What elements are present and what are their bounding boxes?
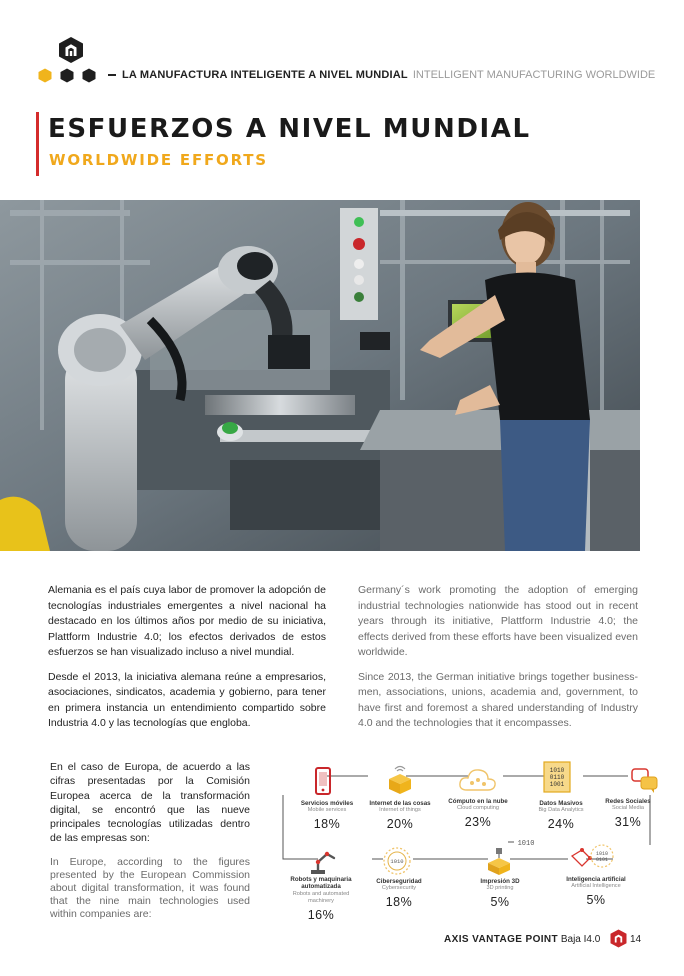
tech-label-en: Cloud computing bbox=[457, 805, 499, 812]
section-title-en: INTELLIGENT MANUFACTURING WORLDWIDE bbox=[412, 69, 656, 81]
paragraph-en-1: Germany´s work promoting the adoption of emerging industrial technologies nationwide has stood out in recent years through its initiative, Plattform Industrie 4.0; the effects derived from these efforts have been visualized even worldwide. bbox=[358, 584, 638, 658]
tech-percentage: 5% bbox=[490, 895, 510, 910]
tech-percentage: 16% bbox=[307, 907, 335, 922]
tech-label-en: Social Media bbox=[611, 805, 645, 812]
tech-label-en: Artificial Intelligence bbox=[571, 883, 621, 890]
binary-label-icon bbox=[508, 836, 538, 848]
body-column-en bbox=[358, 583, 638, 732]
svg-text:1010: 1010 bbox=[517, 840, 535, 848]
footer-publication: Baja I4.0 bbox=[560, 934, 601, 945]
section-dots bbox=[38, 68, 96, 83]
body-column-es bbox=[48, 583, 326, 732]
europe-intro bbox=[50, 760, 250, 921]
paragraph-es-1: Alemania es el país cuya labor de promover la adopción de tecnologías industriales emergentes a nivel nacional ha destacado en los últimos años por medio de su iniciativa, Plattform Industrie 4.0; los efectos derivados de estos esfuerzos se han visualizado incluso a nivel mundial. bbox=[48, 584, 326, 658]
tech-label-es: Internet de las cosas bbox=[369, 800, 431, 807]
page-footer bbox=[444, 934, 600, 945]
title-accent-bar bbox=[36, 112, 39, 176]
logo-hex-icon bbox=[58, 36, 84, 64]
tech-label-es: Servicios móviles bbox=[300, 800, 354, 807]
tech-percentage: 23% bbox=[464, 815, 492, 830]
tech-label-es: Datos Masivos bbox=[539, 800, 583, 807]
tech-cloud-computing bbox=[434, 798, 522, 829]
cloud-icon bbox=[458, 766, 498, 794]
factory-robot-scene bbox=[0, 200, 640, 551]
svg-text:1010: 1010 bbox=[390, 858, 404, 865]
tech-percentage: 20% bbox=[386, 817, 414, 832]
europe-text-en: In Europe, according to the figures presented by the European Commission about digital transformation, it was found that the nine main technologies used within companies are: bbox=[50, 855, 250, 920]
paragraph-en-2: Since 2013, the German initiative brings together business-men, associations, unions, academia and, government, to have first and foremost a shared understanding of Industry 4.0 and the technologies that it encompasses. bbox=[358, 670, 638, 729]
tech-cybersecurity bbox=[355, 878, 443, 909]
yellow-hex-icon bbox=[38, 68, 52, 83]
tech-label-es: Robots y maquinaria automatizada bbox=[290, 876, 352, 891]
paragraph-es-2: Desde el 2013, la iniciativa alemana reúne a empresarios, asociaciones, sindicatos, academia y gobierno, para tener en primera instancia un entendimiento compartido sobre Industria 4.0 y las tecnologías que engloba. bbox=[48, 670, 326, 729]
tech-social-media bbox=[586, 798, 670, 829]
tech-percentage: 31% bbox=[614, 815, 642, 830]
tech-artificial-intelligence bbox=[552, 876, 640, 907]
tech-3d-printing bbox=[456, 878, 544, 909]
iot-cube-icon bbox=[387, 763, 413, 795]
binary-data-icon bbox=[540, 760, 574, 794]
page-subtitle: WORLDWIDE EFFORTS bbox=[49, 151, 268, 169]
chat-bubbles-icon bbox=[630, 766, 660, 794]
hero-photo bbox=[0, 200, 640, 551]
tech-percentage: 18% bbox=[385, 895, 413, 910]
tech-internet-of-things bbox=[356, 800, 444, 831]
tech-label-es: Ciberseguridad bbox=[376, 878, 422, 885]
tech-robots-machinery bbox=[280, 876, 362, 922]
tech-label-en: Internet of things bbox=[379, 807, 421, 814]
page-title: ESFUERZOS A NIVEL MUNDIAL bbox=[48, 114, 531, 144]
footer-logo-icon bbox=[610, 929, 627, 948]
smartphone-icon bbox=[312, 766, 334, 796]
tech-label-es: Inteligencia artificial bbox=[566, 876, 626, 883]
tech-label-es: Cómputo en la nube bbox=[448, 798, 508, 805]
tech-percentage: 24% bbox=[547, 817, 575, 832]
page-number: 14 bbox=[630, 934, 642, 945]
header-dash bbox=[108, 74, 116, 76]
tech-percentage: 5% bbox=[586, 893, 606, 908]
black-hex-icon bbox=[82, 68, 96, 83]
tech-label-en: Cybersecurity bbox=[381, 885, 417, 892]
tech-label-en: Big Data Analytics bbox=[538, 807, 584, 814]
black-hex-icon bbox=[60, 68, 74, 83]
ai-brain-icon bbox=[568, 842, 614, 874]
tech-label-en: Robots and automated machinery bbox=[292, 890, 350, 904]
robot-arm-icon bbox=[305, 848, 339, 876]
svg-text:0101: 0101 bbox=[595, 857, 609, 863]
svg-text:1010: 1010 bbox=[549, 767, 565, 774]
tech-label-es: Impresión 3D bbox=[480, 878, 520, 885]
footer-brand: AXIS VANTAGE POINT bbox=[444, 934, 559, 945]
tech-percentage: 18% bbox=[313, 817, 341, 832]
svg-text:1001: 1001 bbox=[549, 781, 565, 788]
security-shield-icon bbox=[382, 846, 412, 876]
svg-text:0110: 0110 bbox=[549, 774, 565, 781]
section-header bbox=[122, 69, 655, 81]
3d-printer-icon bbox=[484, 846, 514, 876]
europe-text-es: En el caso de Europa, de acuerdo a las cifras presentadas por la Comisión Europea acerca de la transformación digital, se encontró que las nueve principales tecnologías utilizadas dentro de las empresas son: bbox=[50, 761, 250, 845]
svg-text:1010: 1010 bbox=[595, 851, 609, 857]
tech-label-es: Redes Sociales bbox=[605, 798, 651, 805]
tech-label-en: 3D printing bbox=[486, 885, 514, 892]
section-title-es: LA MANUFACTURA INTELIGENTE A NIVEL MUNDIAL bbox=[122, 69, 408, 81]
tech-label-en: Mobile services bbox=[307, 807, 347, 814]
